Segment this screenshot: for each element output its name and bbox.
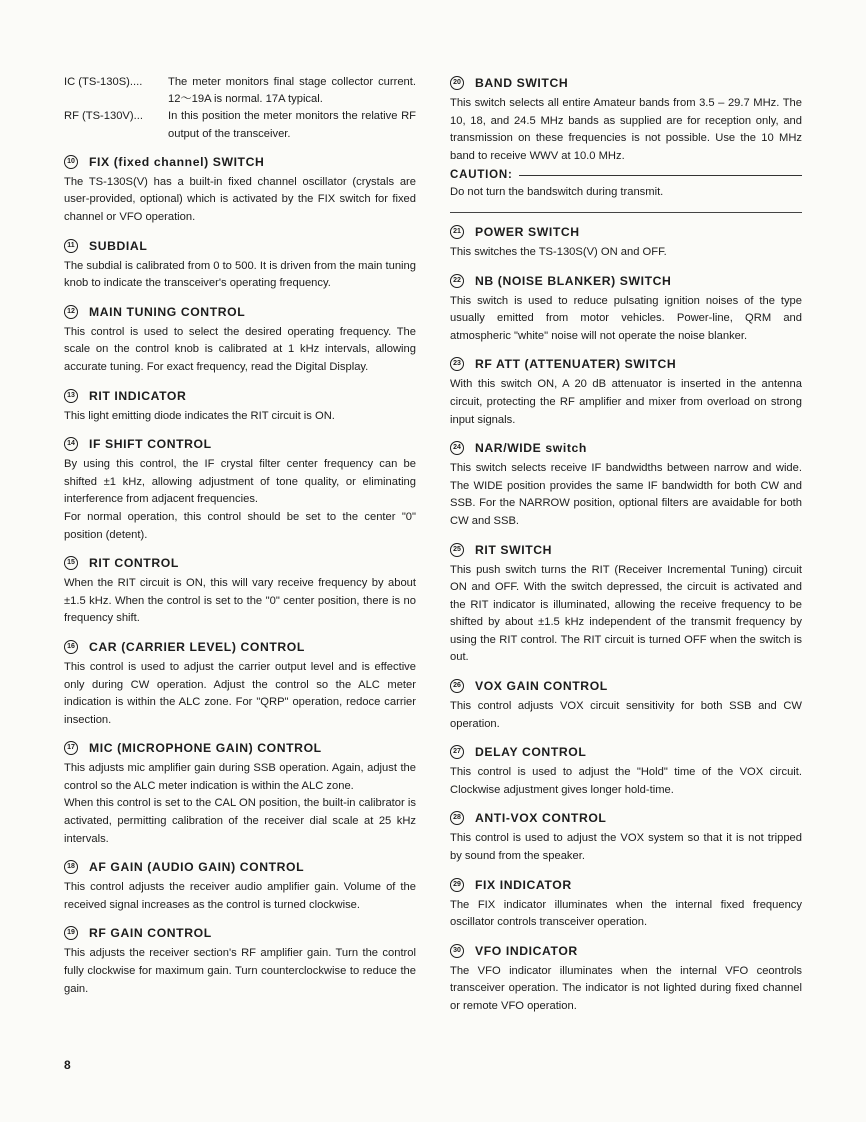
section-item-16 <box>64 638 416 729</box>
section-title: IF SHIFT CONTROL <box>89 437 212 452</box>
band-switch-section <box>450 74 802 213</box>
section-title: VOX GAIN CONTROL <box>475 679 608 694</box>
item-number-badge: 19 <box>64 926 78 940</box>
section-title: NAR/WIDE switch <box>475 441 587 456</box>
meter-label: IC (TS-130S).... <box>64 76 143 88</box>
section-text: The TS-130S(V) has a built-in fixed channel oscillator (crystals are user-provided, optional) which is activated by the FIX switch for fixed channel or VFO operation. <box>64 175 416 223</box>
item-number-badge: 26 <box>450 679 464 693</box>
section-item-23 <box>450 355 802 429</box>
section-title: BAND SWITCH <box>475 76 569 90</box>
section-title: FIX (fixed channel) SWITCH <box>89 154 265 169</box>
section-heading <box>64 739 416 757</box>
section-text: The VFO indicator illuminates when the internal VFO ceontrols transceiver operation. The indicator is not lighted during fixed channel or remote VFO operation. <box>450 964 802 1012</box>
section-item-30 <box>450 942 802 1016</box>
section-heading <box>450 809 802 827</box>
section-title: RIT INDICATOR <box>89 388 187 403</box>
section-title: MIC (MICROPHONE GAIN) CONTROL <box>89 741 322 756</box>
section-text: When the RIT circuit is ON, this will vary receive frequency by about ±1.5 kHz. When the control is set to the "0" center position, there is no frequency shift. <box>64 577 416 625</box>
meter-row <box>64 74 416 108</box>
section-item-10 <box>64 153 416 227</box>
item-number-badge: 24 <box>450 441 464 455</box>
section-heading <box>64 554 416 572</box>
section-item-28 <box>450 809 802 865</box>
section-text: With this switch ON, A 20 dB attenuator is inserted in the antenna circuit, protecting the RF amplifier and mixer from overload on strong input signals. <box>450 378 802 426</box>
section-item-17 <box>64 739 416 848</box>
item-number-badge: 27 <box>450 745 464 759</box>
section-title: POWER SWITCH <box>475 224 580 239</box>
item-number-badge: 25 <box>450 543 464 557</box>
item-number-badge: 16 <box>64 640 78 654</box>
section-item-26 <box>450 677 802 733</box>
section-heading <box>64 387 416 405</box>
section-text: This switch selects receive IF bandwidths between narrow and wide. The WIDE position provides the same IF bandwidth for both CW and SSB. For the NARROW position, optional filters are avaidable for both CW and SSB. <box>450 462 802 527</box>
section-title: RF ATT (ATTENUATER) SWITCH <box>475 357 677 372</box>
section-text: The subdial is calibrated from 0 to 500. It is driven from the main tuning knob to indicate the transceiver's operating frequency. <box>64 259 416 290</box>
meter-description: In this position the meter monitors the relative RF output of the transceiver. <box>168 110 416 140</box>
section-heading <box>450 272 802 290</box>
section-heading <box>64 638 416 656</box>
section-title: RIT SWITCH <box>475 542 553 557</box>
item-number-badge: 29 <box>450 878 464 892</box>
right-column <box>450 74 802 1016</box>
item-number-badge: 13 <box>64 389 78 403</box>
section-item-12 <box>64 303 416 377</box>
caution-box <box>450 167 802 213</box>
section-title: CAR (CARRIER LEVEL) CONTROL <box>89 639 305 654</box>
section-text: This control is used to adjust the VOX system so that it is not tripped by sound from the speaker. <box>450 832 802 863</box>
section-heading <box>64 237 416 255</box>
section-heading <box>64 303 416 321</box>
section-item-14 <box>64 435 416 544</box>
section-title: RF GAIN CONTROL <box>89 926 212 941</box>
section-item-25 <box>450 541 802 668</box>
item-number-badge: 20 <box>450 76 464 90</box>
section-text: This control is used to adjust the carrier output level and is effective only during CW operation. Adjust the control so the ALC meter indication is within the ALC zone. For "QRP" operation, redoce carrier insection. <box>64 660 416 726</box>
section-heading <box>64 924 416 942</box>
section-title: NB (NOISE BLANKER) SWITCH <box>475 273 672 288</box>
item-number-badge: 14 <box>64 437 78 451</box>
section-item-24 <box>450 439 802 530</box>
section-title: FIX INDICATOR <box>475 877 572 892</box>
section-text: For normal operation, this control should be set to the center "0" position (detent). <box>64 510 416 541</box>
item-number-badge: 30 <box>450 944 464 958</box>
section-title: AF GAIN (AUDIO GAIN) CONTROL <box>89 860 305 875</box>
section-heading <box>450 223 802 241</box>
section-title: ANTI-VOX CONTROL <box>475 811 607 826</box>
item-number-badge: 11 <box>64 239 78 253</box>
section-text: By using this control, the IF crystal filter center frequency can be shifted ±1 kHz, allowing adjustment of tone quality, or eliminating interference from adjacent frequencies. <box>64 458 416 506</box>
section-text: When this control is set to the CAL ON position, the built-in calibrator is activated, permitting calibration of the receiver dial scale at 25 kHz intervals. <box>64 797 416 845</box>
section-title: SUBDIAL <box>89 238 148 253</box>
item-number-badge: 10 <box>64 155 78 169</box>
section-text: This switch is used to reduce pulsating ignition noises of the type usually emitted from motor vehicles. Power-line, QRM and atmospheric "white" noise will not operate the noise blanker. <box>450 294 802 342</box>
section-text: This switch selects all entire Amateur bands from 3.5 – 29.7 MHz. The 10, 18, and 24.5 MHz bands as supplied are for reception only, and transmission on these frequencies is not possible. Use the 10 MHz band to receive WWV at 10.0 MHz. <box>450 97 802 162</box>
section-item-19 <box>64 924 416 998</box>
section-heading <box>64 858 416 876</box>
meter-row <box>64 108 416 142</box>
caution-text: Do not turn the bandswitch during transmit. <box>450 186 664 199</box>
right-sections <box>450 223 802 1016</box>
section-item-29 <box>450 876 802 932</box>
section-item-22 <box>450 272 802 346</box>
section-heading <box>450 439 802 457</box>
section-heading <box>450 743 802 761</box>
meter-description: The meter monitors final stage collector current. 12～19A is normal. 17A typical. <box>168 76 416 106</box>
section-text: This control is used to select the desired operating frequency. The scale on the control knob is calibrated at 1 kHz intervals, allowing accurate tuning. For exact frequency, read the Digital Display. <box>64 325 416 373</box>
meter-section <box>64 74 416 143</box>
section-title: VFO INDICATOR <box>475 943 578 958</box>
item-number-badge: 22 <box>450 274 464 288</box>
section-item-27 <box>450 743 802 799</box>
section-text: The FIX indicator illuminates when the internal fixed frequency oscillator controls transceiver operation. <box>450 898 802 929</box>
left-column <box>64 74 416 998</box>
caution-label: CAUTION: <box>450 169 513 182</box>
section-text: This control adjusts the receiver audio amplifier gain. Volume of the received signal increases as the control is turned clockwise. <box>64 881 416 911</box>
item-number-badge: 15 <box>64 556 78 570</box>
section-text: This light emitting diode indicates the RIT circuit is ON. <box>64 409 335 422</box>
section-text: This push switch turns the RIT (Receiver Incremental Tuning) circuit ON and OFF. With the switch depressed, the circuit is activated and the RIT indicator is illuminated, allowing the receive frequency to be shifted by about ±1.5 kHz independent of the transmit frequency by using the RIT control. The RIT circuit is turned OFF when the switch is out. <box>450 563 802 664</box>
item-number-badge: 21 <box>450 225 464 239</box>
meter-label: RF (TS-130V)... <box>64 110 143 123</box>
section-heading <box>450 942 802 960</box>
section-heading <box>64 153 416 171</box>
section-heading <box>450 677 802 695</box>
section-item-15 <box>64 554 416 628</box>
section-heading <box>450 355 802 373</box>
section-title: MAIN TUNING CONTROL <box>89 304 246 319</box>
section-title: RIT CONTROL <box>89 556 179 571</box>
section-text: This control is used to adjust the "Hold" time of the VOX circuit. Clockwise adjustment gives longer hold-time. <box>450 766 802 796</box>
section-item-11 <box>64 237 416 293</box>
caution-rule <box>519 175 802 176</box>
item-number-badge: 23 <box>450 357 464 371</box>
section-text: This switches the TS-130S(V) ON and OFF. <box>450 245 667 258</box>
page-number: 8 <box>64 1058 71 1072</box>
section-heading <box>450 74 802 92</box>
item-number-badge: 17 <box>64 741 78 755</box>
section-heading <box>450 876 802 894</box>
section-text: This adjusts mic amplifier gain during SSB operation. Again, adjust the control so the ALC meter indication is within the ALC zone. <box>64 762 416 792</box>
section-heading <box>450 541 802 559</box>
section-item-18 <box>64 858 416 914</box>
left-sections <box>64 153 416 998</box>
item-number-badge: 18 <box>64 860 78 874</box>
section-heading <box>64 435 416 453</box>
section-item-21 <box>450 223 802 262</box>
item-number-badge: 12 <box>64 305 78 319</box>
section-title: DELAY CONTROL <box>475 745 587 760</box>
section-text: This adjusts the receiver section's RF amplifier gain. Turn the control fully clockwise for maximum gain. Turn counterclockwise to reduce the gain. <box>64 947 416 995</box>
item-number-badge: 28 <box>450 811 464 825</box>
section-item-13 <box>64 387 416 426</box>
section-text: This control adjusts VOX circuit sensitivity for both SSB and CW operation. <box>450 700 802 730</box>
caution-heading <box>450 167 802 184</box>
